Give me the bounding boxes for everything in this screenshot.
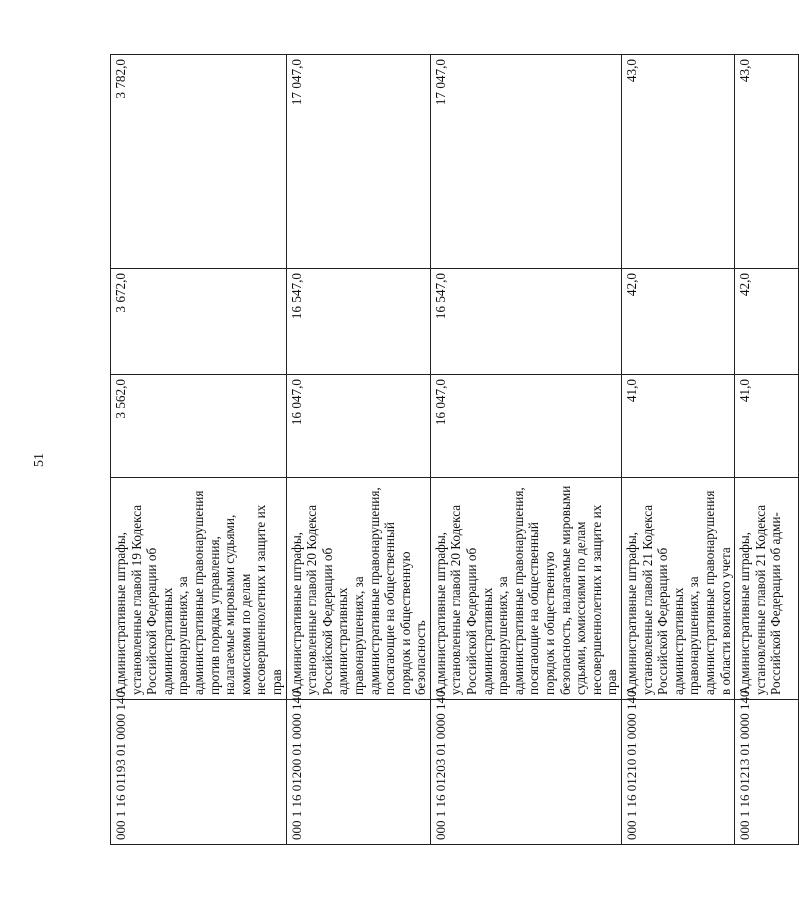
budget-code-cell: 000 1 16 01213 01 0000 140 xyxy=(735,700,799,845)
budget-code-cell: 000 1 16 01203 01 0000 140 xyxy=(430,700,621,845)
budget-code-cell: 000 1 16 01193 01 0000 140 xyxy=(111,700,287,845)
table-row xyxy=(622,55,735,845)
value-cell-year-2: 42,0 xyxy=(735,269,799,375)
value-cell-year-1: 16 047,0 xyxy=(286,375,430,478)
value-cell-year-1: 41,0 xyxy=(622,375,735,478)
rotated-table-frame xyxy=(110,55,784,845)
description-cell: Административные штрафы, установленные главой 21 Кодекса Российской Федерации об адми- xyxy=(735,478,799,700)
budget-code-cell: 000 1 16 01200 01 0000 140 xyxy=(286,700,430,845)
value-cell-year-3: 3 782,0 xyxy=(111,55,287,269)
table-row xyxy=(111,55,287,845)
value-cell-year-3: 43,0 xyxy=(622,55,735,269)
value-cell-year-1: 41,0 xyxy=(735,375,799,478)
table-row xyxy=(735,55,799,845)
value-cell-year-3: 17 047,0 xyxy=(430,55,621,269)
description-cell: Административные штрафы, установленные главой 20 Кодекса Российской Федерации об административных правонарушениях, за административные правонарушения, посягающие на общественный порядок и общественную безопасность, налагаемые мировыми судьями, комиссиями по делам несовершеннолетних и защите их прав xyxy=(430,478,621,700)
value-cell-year-2: 42,0 xyxy=(622,269,735,375)
value-cell-year-2: 3 672,0 xyxy=(111,269,287,375)
table-row xyxy=(430,55,621,845)
value-cell-year-1: 3 562,0 xyxy=(111,375,287,478)
value-cell-year-3: 17 047,0 xyxy=(286,55,430,269)
revenue-table xyxy=(110,54,799,845)
value-cell-year-1: 16 047,0 xyxy=(430,375,621,478)
value-cell-year-3: 43,0 xyxy=(735,55,799,269)
description-cell: Административные штрафы, установленные главой 20 Кодекса Российской Федерации об административных правонарушениях, за административные правонарушения, посягающие на общественный порядок и общественную безопасность xyxy=(286,478,430,700)
description-cell: Административные штрафы, установленные главой 19 Кодекса Российской Федерации об административных правонарушениях, за административные правонарушения против порядка управления, налагаемые мировыми судьями, комиссиями по делам несовершеннолетних и защите их прав xyxy=(111,478,287,700)
value-cell-year-2: 16 547,0 xyxy=(430,269,621,375)
budget-code-cell: 000 1 16 01210 01 0000 140 xyxy=(622,700,735,845)
table-row xyxy=(286,55,430,845)
page-number: 51 xyxy=(32,453,47,467)
description-cell: Административные штрафы, установленные главой 21 Кодекса Российской Федерации об административных правонарушениях, за административные правонарушения в области воинского учета xyxy=(622,478,735,700)
value-cell-year-2: 16 547,0 xyxy=(286,269,430,375)
